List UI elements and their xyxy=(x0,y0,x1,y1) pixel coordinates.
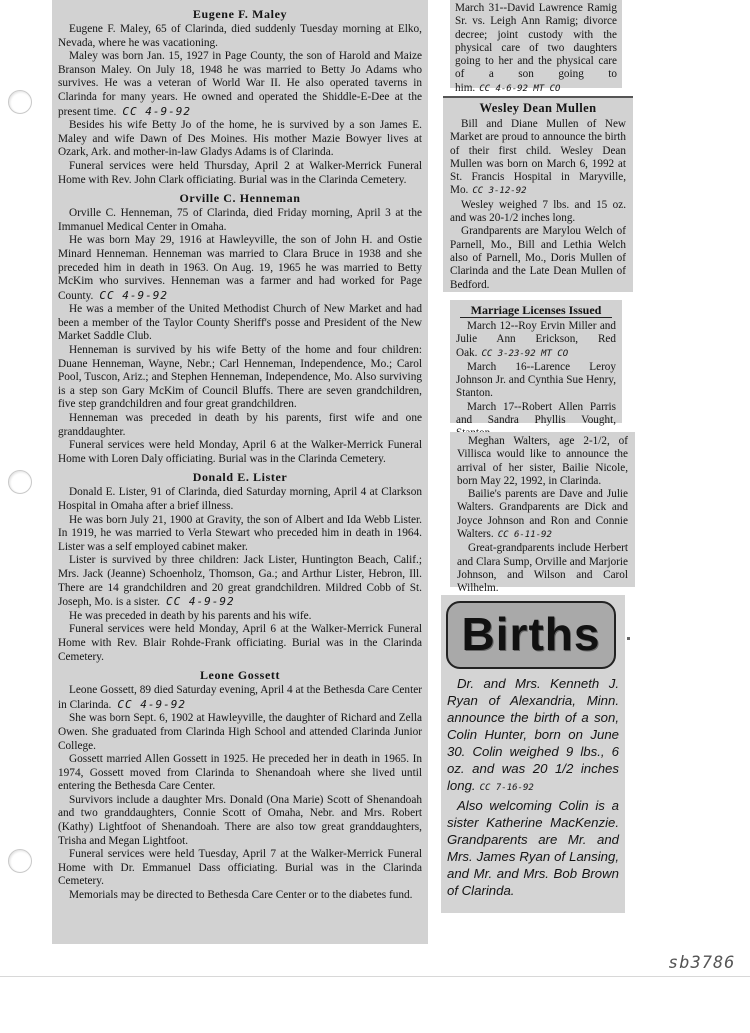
births-clipping xyxy=(441,595,625,913)
binder-hole-top xyxy=(8,90,32,114)
obituary-paragraph: Survivors include a daughter Mrs. Donald (Ona Marie) Scott of Shenandoah and two granddaughters, Connie Scott of Omaha, Nebr. and Mrs. Robert (Kathy) Lightfoot of Shenandoah. There are also tow great granddaughters, Trisha and Megan Lightfoot. xyxy=(58,793,422,847)
obituary-paragraph: Besides his wife Betty Jo of the home, he is survived by a son James E. Maley and wife Dawn of Des Moines. His mother Mazie Bowyer lives at Ozark, Ark. and mother-in-law Gladys Adams is of Clarinda. xyxy=(58,119,422,159)
handwritten-date-note: CC 3-23-92 MT CO xyxy=(481,348,569,359)
birth-paragraph: Wesley weighed 7 lbs. and 15 oz. and was 20-1/2 inches long. xyxy=(450,198,626,225)
page-divider xyxy=(0,976,750,977)
marriage-entry: March 16--Larence Leroy Johnson Jr. and Cynthia Sue Henry, Stanton. xyxy=(456,360,616,400)
obituary-heading: Donald E. Lister xyxy=(192,470,288,485)
obituary-paragraph: Funeral services were held Monday, April 6 at the Walker-Merrick Funeral Home with Rev. Blair Rohde-Frank officiating. Burial was in the Clarinda Cemetery. xyxy=(58,623,422,663)
obituary-paragraph: He was born July 21, 1900 at Gravity, the son of Albert and Ida Webb Lister. In 1919, he was married to Verla Stewart who preceded him in death in 1964. Lister was a self employed cabinet maker. xyxy=(58,513,422,553)
birth-paragraph: Dr. and Mrs. Kenneth J. Ryan of Alexandria, Minn. announce the birth of a son, Colin Hunter, born on June 30. Colin weighed 9 lbs., 6 oz. and was 20 1/2 inches long. CC 7-16-92 xyxy=(447,676,619,793)
marriage-entry: March 12--Roy Ervin Miller and Julie Ann Erickson, Red Oak. CC 3-23-92 MT CO xyxy=(456,320,616,359)
obituary-paragraph: Gossett married Allen Gossett in 1925. He preceded her in death in 1965. In 1974, Gossett moved from Clarinda to Shenandoah where she lived until entering the Bethesda Care Center. xyxy=(58,753,422,793)
births-text xyxy=(447,675,619,899)
obituary-paragraph: Henneman was preceded in death by his parents, first wife and one granddaughter. xyxy=(58,412,422,438)
obituary-heading: Orville C. Henneman xyxy=(179,191,301,206)
obituary-paragraph: He was preceded in death by his parents and his wife. xyxy=(69,609,312,622)
walters-birth-clipping xyxy=(450,432,635,595)
marriage-heading: Marriage Licenses Issued xyxy=(460,303,612,318)
handwritten-date-note: CC 6-11-92 xyxy=(497,530,552,541)
obituary-paragraph: Henneman is survived by his wife Betty of the home and four children: Duane Henneman, Wayne, Nebr.; Carl Henneman, Independence, Mo.; Carol Pool, Tuscon, Ariz.; and Stephen Henneman, Independence, Mo. Also surviving is a step son Gary McKim of Council Bluffs. There are seven grandchildren, five step grandchildren and four great grandchildren. xyxy=(58,344,422,411)
marriage-licenses-clipping xyxy=(450,300,622,427)
mullen-birth-clipping xyxy=(443,96,633,292)
handwritten-date-note: CC 4-9-92 xyxy=(117,697,186,711)
obituary-paragraph: He was a member of the United Methodist Church of New Market and had been a member of the Taylor County Sheriff's posse and President of the New Market Saddle Club. xyxy=(58,303,422,343)
obituary-lister xyxy=(58,470,422,664)
handwritten-date-note: CC 3-12-92 xyxy=(472,186,527,197)
obituary-paragraph: Orville C. Henneman, 75 of Clarinda, died Friday morning, April 3 at the Immanuel Medical Center in Omaha. xyxy=(58,207,422,233)
divorce-text: March 31--David Lawrence Ramig Sr. vs. Leigh Ann Ramig; divorce decree; joint custody with the physical care of two daughters going to her and the physical care of a son going to him. CC 4-6-92 MT CO xyxy=(455,2,617,94)
divorce-clipping xyxy=(450,0,622,94)
birth-paragraph: Great-grandparents include Herbert and Clara Sump, Orville and Marjorie Johnson, and Wilson and Carol Wilhelm. xyxy=(457,542,628,595)
obituary-paragraph: He was born May 29, 1916 at Hawleyville, the son of John H. and Ostie Minard Henneman. Henneman was married to Clara Bruce in 1938 and she preceded him in death in 1963. On Aug. 19, 1965 he was married to Betty McKim who survives. Henneman was a farmer and had worked for Page County. CC 4-9-92 xyxy=(58,234,422,302)
obituary-paragraph: Leone Gossett, 89 died Saturday evening, April 4 at the Bethesda Care Center in Clarinda. CC 4-9-92 xyxy=(58,684,422,711)
obituary-paragraph: Memorials may be directed to Bethesda Care Center or to the diabetes fund. xyxy=(69,889,413,902)
obituary-paragraph: Lister is survived by three children: Jack Lister, Huntington Beach, Calif.; Mrs. Jack (Jeanne) Schoenholz, Thomson, Ga.; and Arthur Lister, Hebron, Ill. There are 14 grandchildren and 20 great grandchildren. Mildred Cobb of St. Joseph, Mo. is a sister. CC 4-9-92 xyxy=(58,554,422,609)
scan-speck xyxy=(627,637,630,640)
binder-hole-middle xyxy=(8,470,32,494)
births-banner-title: Births xyxy=(461,608,601,660)
obituary-paragraph: Donald E. Lister, 91 of Clarinda, died Saturday morning, April 4 at Clarkson Hospital in Omaha after a brief illness. xyxy=(58,486,422,512)
archive-id-label: sb3786 xyxy=(668,953,736,973)
obituary-paragraph: She was born Sept. 6, 1902 at Hawleyville, the daughter of Richard and Zella Owen. She graduated from Clarinda High School and attended Clarinda Junior College. xyxy=(58,712,422,752)
birth-paragraph: Bill and Diane Mullen of New Market are proud to announce the birth of their first child. Wesley Dean Mullen was born on March 6, 1992 at St. Francis Hospital in Maryville, Mo. CC 3-12-92 xyxy=(450,118,626,197)
handwritten-date-note: CC 4-9-92 xyxy=(122,104,191,118)
obituary-maley xyxy=(58,7,422,187)
obituary-heading: Eugene F. Maley xyxy=(192,7,288,21)
birth-heading: Wesley Dean Mullen xyxy=(479,101,597,115)
handwritten-date-note: CC 4-9-92 xyxy=(166,595,235,609)
binder-hole-bottom xyxy=(8,849,32,873)
handwritten-date-note: CC 7-16-92 xyxy=(479,783,534,793)
birth-paragraph: Bailie's parents are Dave and Julie Walters. Grandparents are Dick and Joyce Johnson and Ron and Connie Walters. CC 6-11-92 xyxy=(457,488,628,541)
obituary-gossett xyxy=(58,668,422,903)
birth-paragraph: Also welcoming Colin is a sister Katherine MacKenzie. Grandparents are Mr. and Mrs. James Ryan of Lansing, and Mr. and Mrs. Bob Brown of Clarinda. xyxy=(447,798,619,898)
obituary-paragraph: Funeral services were held Tuesday, April 7 at the Walker-Merrick Funeral Home with Dr. Emmanuel Dass officiating. Burial was in the Clarinda Cemetery. xyxy=(58,848,422,888)
handwritten-date-note: CC 4-6-92 MT CO xyxy=(479,83,561,94)
birth-paragraph: Grandparents are Marylou Welch of Parnell, Mo., Bill and Lethia Welch also of Parnell, Mo., Doris Mullen of Clarinda and the Late Dean Mullen of Bedford. xyxy=(450,225,626,291)
marriage-entry: March 17--Robert Allen Parris and Sandra Phyllis Vought, xyxy=(456,400,616,427)
obituary-paragraph: Funeral services were held Thursday, April 2 at Walker-Merrick Funeral Home with Rev. John Clark officiating. Burial was in the Clarinda Cemetery. xyxy=(58,159,422,186)
handwritten-date-note: CC 4-9-92 xyxy=(99,288,168,302)
obituaries-clipping xyxy=(52,0,428,944)
obituary-paragraph: Eugene F. Maley, 65 of Clarinda, died suddenly Tuesday morning at Elko, Nevada, where he was vacationing. xyxy=(58,23,422,49)
births-banner xyxy=(446,601,616,669)
birth-paragraph: Meghan Walters, age 2-1/2, of Villisca would like to announce the arrival of her sister, Bailie Nicole, born May 22, 1992, in Clarinda. xyxy=(457,435,628,487)
obituary-paragraph: Funeral services were held Monday, April 6 at the Walker-Merrick Funeral Home with Loren Daly officiating. Burial was in the Clarinda Cemetery. xyxy=(58,439,422,465)
obituary-paragraph: Maley was born Jan. 15, 1927 in Page County, the son of Harold and Maize Branson Maley. On July 18, 1948 he was married to Betty Jo Adams who survives. He was a veteran of World War II. He also operated taverns in Clarinda for many years. He owned and operated the Shiddle-E-Dee at the present time. CC 4-9-92 xyxy=(58,50,422,118)
obituary-henneman xyxy=(58,191,422,466)
obituary-heading: Leone Gossett xyxy=(199,668,281,683)
